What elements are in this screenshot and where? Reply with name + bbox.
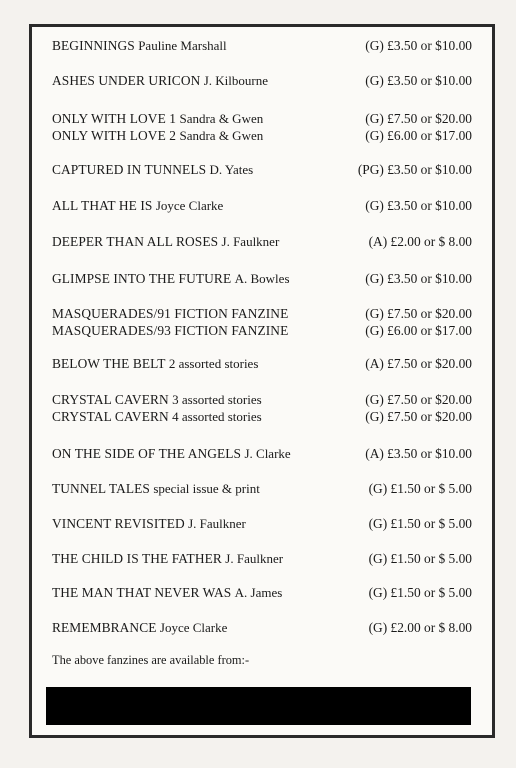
fanzine-price: (G) £1.50 or $ 5.00 xyxy=(368,585,472,600)
fanzine-row xyxy=(52,391,472,408)
fanzine-author: J. Faulkner xyxy=(188,516,246,531)
fanzine-row xyxy=(52,322,472,339)
fanzine-author: special issue & print xyxy=(153,481,260,496)
fanzine-price: (G) £7.50 or $20.00 xyxy=(365,111,472,126)
fanzine-author: J. Kilbourne xyxy=(203,73,269,88)
fanzine-author: D. Yates xyxy=(209,162,254,177)
fanzine-name xyxy=(52,445,291,462)
fanzine-title: MASQUERADES/93 FICTION FANZINE xyxy=(52,323,289,338)
fanzine-name xyxy=(52,127,263,144)
fanzine-price: (G) £2.00 or $ 8.00 xyxy=(368,620,472,635)
fanzine-entry xyxy=(52,480,472,497)
fanzine-name xyxy=(52,37,227,54)
fanzine-name xyxy=(52,355,258,372)
fanzine-price: (A) £7.50 or $20.00 xyxy=(365,356,472,371)
fanzine-row xyxy=(52,161,472,178)
fanzine-name xyxy=(52,391,262,408)
fanzine-author: 2 assorted stories xyxy=(168,356,259,371)
fanzine-row xyxy=(52,37,472,54)
fanzine-title: ASHES UNDER URICON xyxy=(52,73,201,88)
fanzine-author: A. James xyxy=(234,585,283,600)
fanzine-entry xyxy=(52,584,472,601)
price-list-frame xyxy=(29,24,495,738)
fanzine-row xyxy=(52,355,472,372)
fanzine-name xyxy=(52,480,260,497)
fanzine-author: 3 assorted stories xyxy=(172,392,262,407)
fanzine-row xyxy=(52,619,472,636)
fanzine-author: 4 assorted stories xyxy=(172,409,262,424)
fanzine-name xyxy=(52,110,263,127)
fanzine-row xyxy=(52,197,472,214)
fanzine-row xyxy=(52,515,472,532)
fanzine-name xyxy=(52,305,288,322)
fanzine-entry xyxy=(52,391,472,425)
fanzine-author: Sandra & Gwen xyxy=(179,128,264,143)
fanzine-title: THE CHILD IS THE FATHER xyxy=(52,551,222,566)
fanzine-entry xyxy=(52,72,472,89)
availability-note: The above fanzines are available from:- xyxy=(52,653,250,667)
fanzine-row xyxy=(52,127,472,144)
fanzine-row xyxy=(52,233,472,250)
fanzine-row xyxy=(52,445,472,462)
fanzine-price: (G) £7.50 or $20.00 xyxy=(365,306,472,321)
fanzine-title: ALL THAT HE IS xyxy=(52,198,153,213)
fanzine-row xyxy=(52,270,472,287)
fanzine-title: CRYSTAL CAVERN xyxy=(52,409,169,424)
fanzine-title: MASQUERADES/91 FICTION FANZINE xyxy=(52,306,289,321)
fanzine-price: (A) £3.50 or $10.00 xyxy=(365,446,472,461)
fanzine-price: (G) £3.50 or $10.00 xyxy=(365,271,472,286)
fanzine-name xyxy=(52,550,283,567)
fanzine-title: ONLY WITH LOVE 1 xyxy=(52,111,177,126)
fanzine-name xyxy=(52,515,246,532)
fanzine-title: BEGINNINGS xyxy=(52,38,135,53)
fanzine-entry xyxy=(52,37,472,54)
fanzine-name xyxy=(52,197,223,214)
fanzine-title: TUNNEL TALES xyxy=(52,481,150,496)
fanzine-author: J. Faulkner xyxy=(221,234,280,249)
fanzine-row xyxy=(52,305,472,322)
fanzine-price: (A) £2.00 or $ 8.00 xyxy=(368,234,472,249)
fanzine-name xyxy=(52,584,282,601)
fanzine-entry xyxy=(52,355,472,372)
fanzine-author: Joyce Clarke xyxy=(159,620,228,635)
fanzine-entry xyxy=(52,270,472,287)
fanzine-row xyxy=(52,584,472,601)
fanzine-title: ONLY WITH LOVE 2 xyxy=(52,128,177,143)
fanzine-price: (G) £6.00 or $17.00 xyxy=(365,128,472,143)
fanzine-title: VINCENT REVISITED xyxy=(52,516,185,531)
fanzine-entry xyxy=(52,550,472,567)
fanzine-price: (PG) £3.50 or $10.00 xyxy=(357,162,472,177)
fanzine-name xyxy=(52,619,227,636)
fanzine-author: Pauline Marshall xyxy=(138,38,227,53)
fanzine-row xyxy=(52,408,472,425)
fanzine-name xyxy=(52,72,268,89)
fanzine-title: ON THE SIDE OF THE ANGELS xyxy=(52,446,242,461)
fanzine-author: J. Faulkner xyxy=(225,551,284,566)
fanzine-price: (G) £1.50 or $ 5.00 xyxy=(368,516,472,531)
fanzine-price: (G) £1.50 or $ 5.00 xyxy=(368,481,472,496)
fanzine-price: (G) £3.50 or $10.00 xyxy=(365,38,472,53)
fanzine-author: A. Bowles xyxy=(234,271,290,286)
fanzine-entry xyxy=(52,445,472,462)
fanzine-name xyxy=(52,161,253,178)
fanzine-row xyxy=(52,480,472,497)
fanzine-entry xyxy=(52,619,472,636)
fanzine-row xyxy=(52,72,472,89)
fanzine-entry xyxy=(52,305,472,339)
fanzine-price: (G) £7.50 or $20.00 xyxy=(365,392,472,407)
fanzine-entry xyxy=(52,197,472,214)
fanzine-price: (G) £1.50 or $ 5.00 xyxy=(368,551,472,566)
fanzine-author: Sandra & Gwen xyxy=(179,111,264,126)
fanzine-entry xyxy=(52,161,472,178)
fanzine-row xyxy=(52,110,472,127)
fanzine-row xyxy=(52,550,472,567)
fanzine-entry xyxy=(52,515,472,532)
fanzine-title: CAPTURED IN TUNNELS xyxy=(52,162,207,177)
fanzine-name xyxy=(52,233,279,250)
fanzine-title: REMEMBRANCE xyxy=(52,620,157,635)
fanzine-author: J. Clarke xyxy=(244,446,291,461)
redacted-address xyxy=(46,687,471,725)
fanzine-title: DEEPER THAN ALL ROSES xyxy=(52,234,219,249)
fanzine-price: (G) £3.50 or $10.00 xyxy=(365,73,472,88)
fanzine-name xyxy=(52,408,262,425)
fanzine-name xyxy=(52,270,290,287)
fanzine-entry xyxy=(52,110,472,144)
fanzine-author: Joyce Clarke xyxy=(155,198,224,213)
fanzine-title: THE MAN THAT NEVER WAS xyxy=(52,585,232,600)
fanzine-price: (G) £3.50 or $10.00 xyxy=(365,198,472,213)
fanzine-entry xyxy=(52,233,472,250)
fanzine-price: (G) £7.50 or $20.00 xyxy=(365,409,472,424)
fanzine-title: GLIMPSE INTO THE FUTURE xyxy=(52,271,232,286)
fanzine-title: CRYSTAL CAVERN xyxy=(52,392,169,407)
fanzine-name xyxy=(52,322,288,339)
fanzine-price: (G) £6.00 or $17.00 xyxy=(365,323,472,338)
fanzine-title: BELOW THE BELT xyxy=(52,356,166,371)
